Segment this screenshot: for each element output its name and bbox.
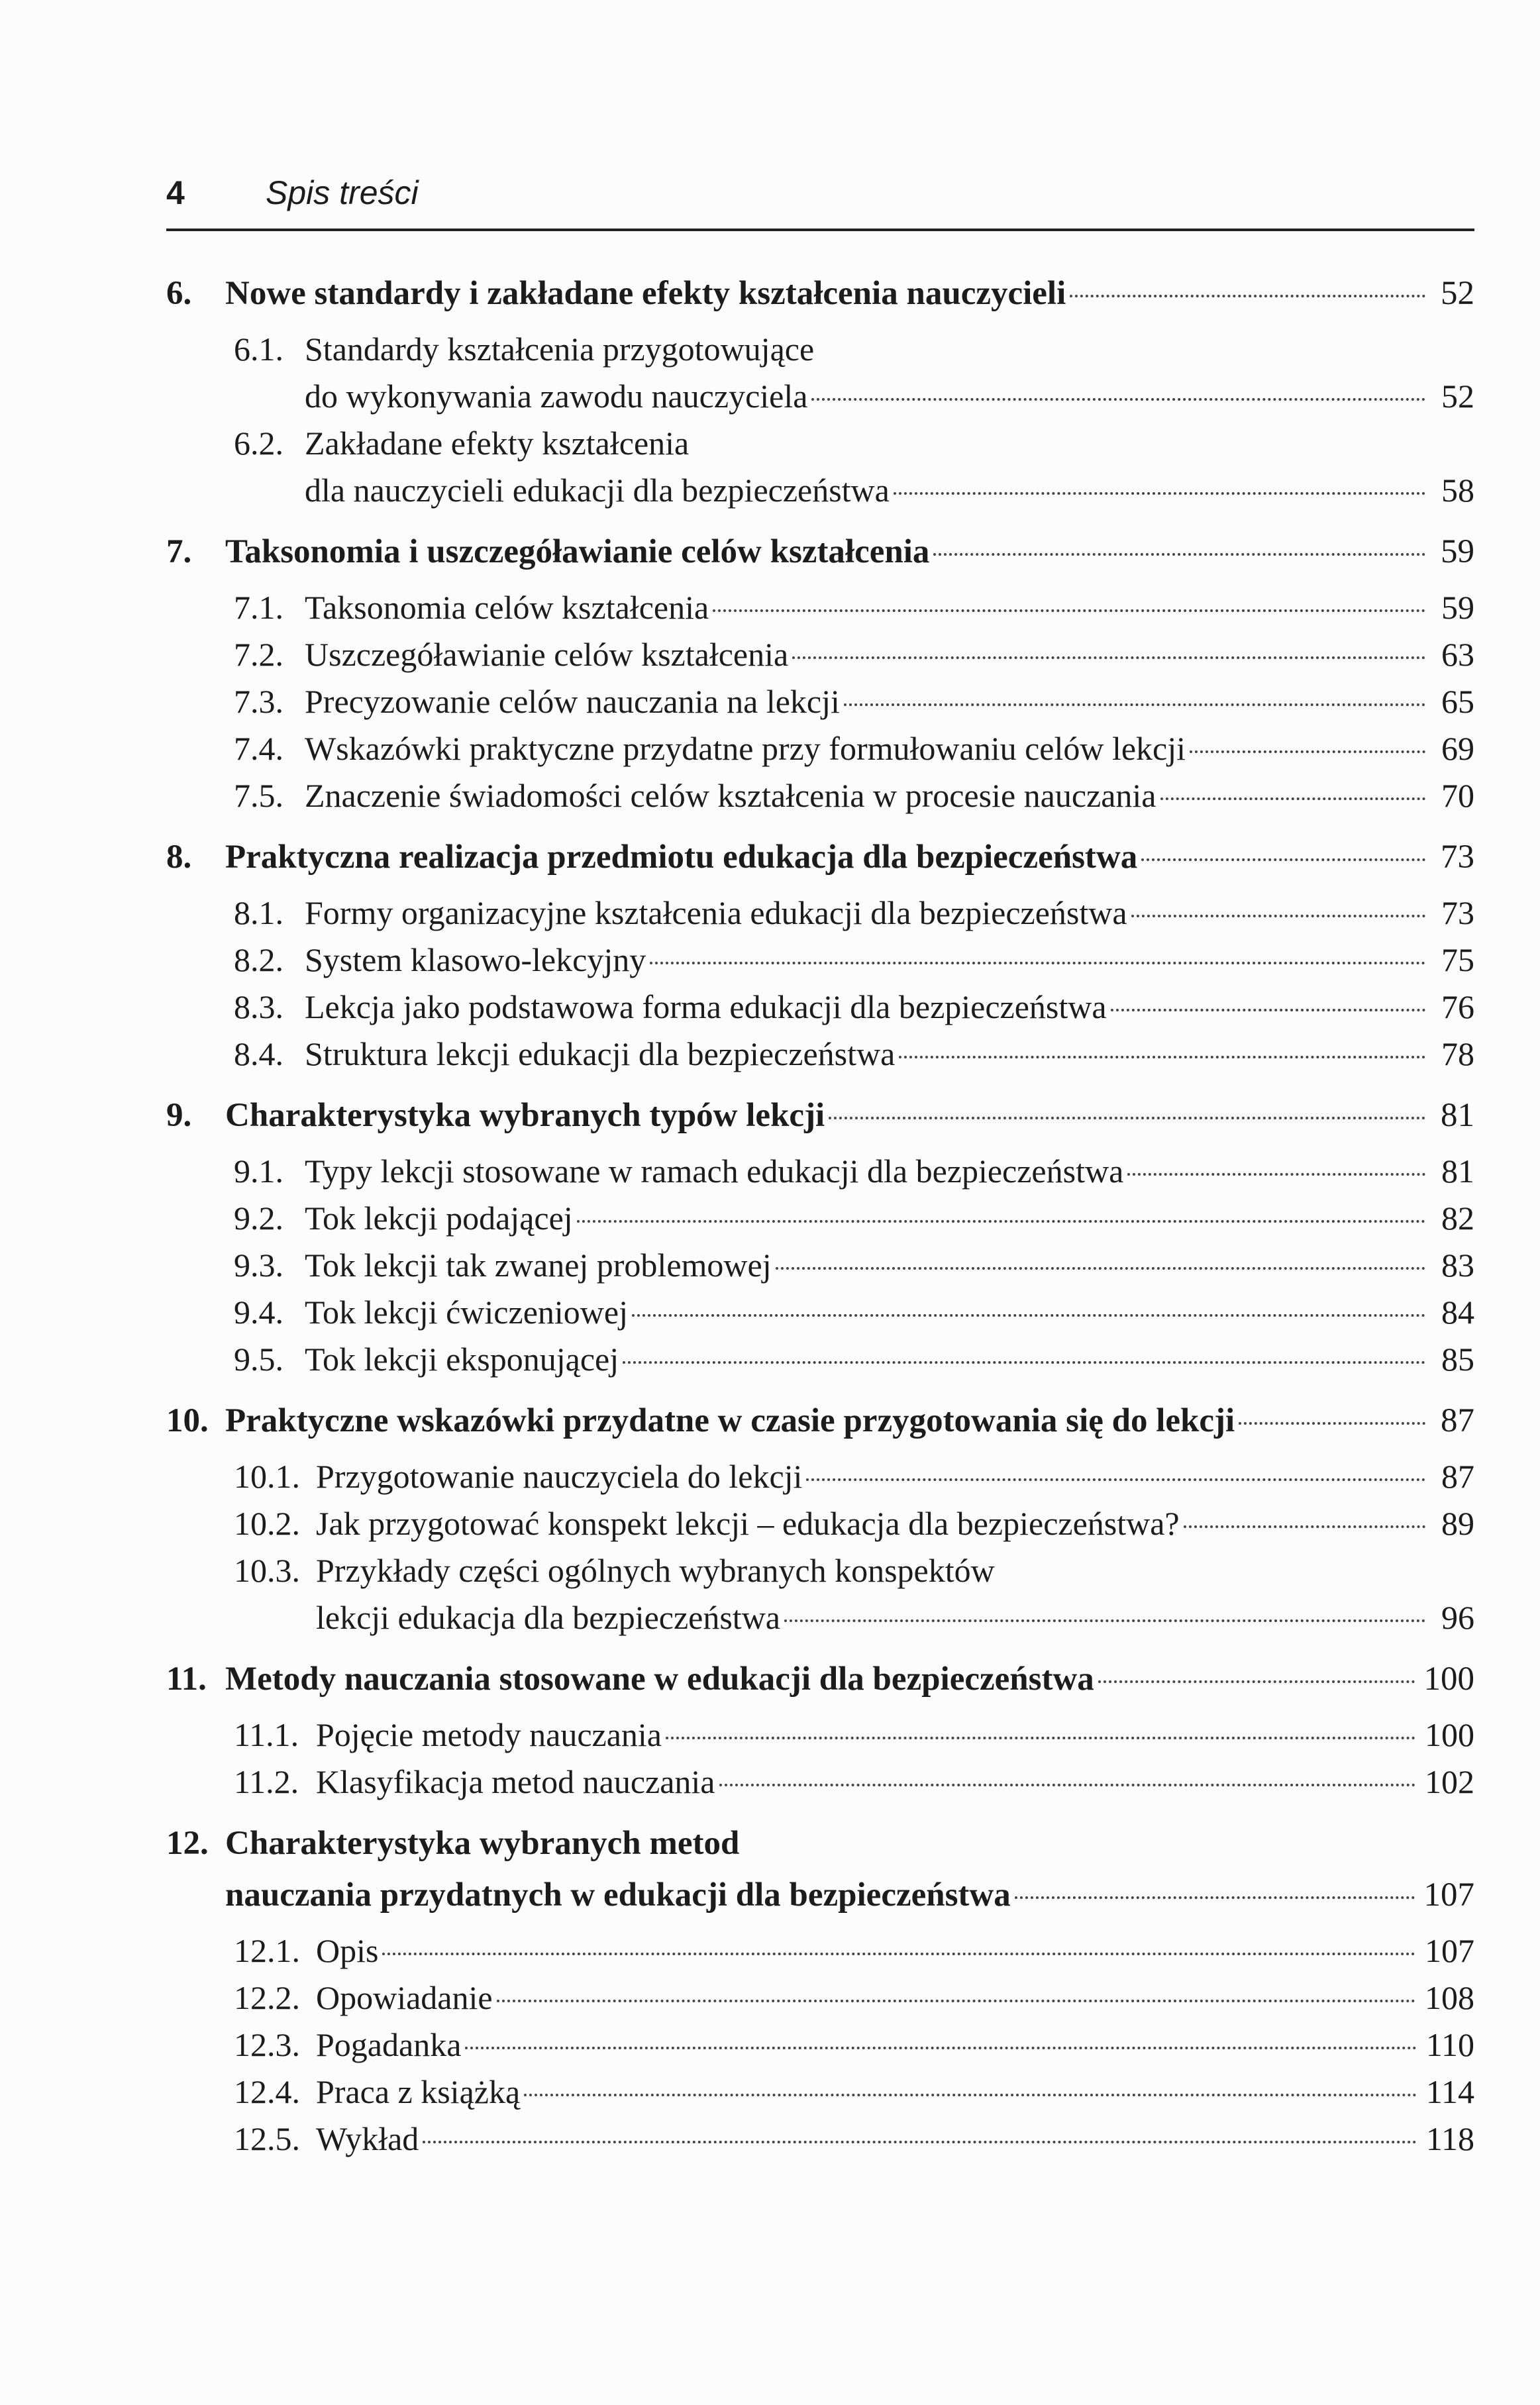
entry-number: 9.3. [234, 1247, 283, 1284]
subsection-entry [166, 1547, 1474, 1641]
entry-title: Pogadanka [316, 2026, 462, 2063]
dot-leader [1070, 295, 1425, 297]
table-of-contents [166, 270, 1474, 2177]
entry-page: 76 [1441, 988, 1474, 1025]
entry-line [166, 1974, 1474, 2021]
subsection-entry [166, 420, 1474, 514]
entry-line [166, 1594, 1474, 1641]
dot-leader [1190, 750, 1425, 753]
subsection-entry [166, 1712, 1474, 1759]
dot-leader [829, 1117, 1425, 1119]
subsection-entry [166, 937, 1474, 984]
entry-title: Formy organizacyjne kształcenia edukacji dla bezpieczeństwa [305, 894, 1127, 931]
dot-leader [650, 962, 1425, 964]
entry-line [166, 1336, 1474, 1383]
subsection-entry [166, 725, 1474, 772]
entry-page: 89 [1441, 1505, 1474, 1542]
dot-leader [465, 2047, 1416, 2049]
toc-section [166, 1092, 1474, 1383]
entry-page: 78 [1441, 1035, 1474, 1072]
entry-page: 100 [1425, 1716, 1474, 1753]
entry-line [166, 890, 1474, 937]
dot-leader [497, 2000, 1415, 2002]
entry-title: Typy lekcji stosowane w ramach edukacji dla bezpieczeństwa [305, 1152, 1124, 1190]
subsection-entry [166, 631, 1474, 678]
entry-page: 100 [1423, 1661, 1474, 1698]
entry-page: 73 [1441, 894, 1474, 931]
entry-number: 8.1. [234, 894, 283, 931]
entry-number: 10.3. [234, 1552, 300, 1589]
entry-number: 11.1. [234, 1716, 299, 1753]
entry-number: 9.5. [234, 1341, 283, 1378]
dot-leader [423, 2141, 1417, 2143]
entry-title: Lekcja jako podstawowa forma edukacji dla bezpieczeństwa [305, 988, 1107, 1025]
entry-page: 59 [1441, 533, 1474, 570]
entry-line [166, 1398, 1474, 1449]
entry-line [166, 2116, 1474, 2163]
entry-page: 75 [1441, 941, 1474, 978]
dot-leader [1098, 1680, 1415, 1683]
entry-number: 10. [166, 1402, 209, 1439]
entry-title: Standardy kształcenia przygotowujące [305, 331, 815, 368]
entry-title: Przygotowanie nauczyciela do lekcji [316, 1458, 803, 1495]
entry-line [166, 1148, 1474, 1195]
entry-title: Pojęcie metody nauczania [316, 1716, 662, 1753]
entry-line [166, 725, 1474, 772]
dot-leader [899, 1056, 1425, 1058]
subsection-entry [166, 984, 1474, 1031]
entry-title: Tok lekcji podającej [305, 1200, 573, 1237]
entry-title: Przykłady części ogólnych wybranych konspektów [316, 1552, 995, 1589]
entry-number: 9. [166, 1097, 192, 1134]
entry-title: Metody nauczania stosowane w edukacji dla bezpieczeństwa [225, 1661, 1094, 1698]
entry-number: 7.1. [234, 589, 283, 626]
dot-leader [1184, 1525, 1425, 1528]
entry-line [166, 1759, 1474, 1806]
entry-line [166, 1092, 1474, 1144]
entry-number: 7.3. [234, 683, 283, 720]
entry-number: 6.2. [234, 425, 283, 462]
entry-line [166, 1289, 1474, 1336]
dot-leader [1111, 1009, 1425, 1011]
entry-number: 12.1. [234, 1932, 300, 1969]
entry-number: 9.4. [234, 1294, 283, 1331]
toc-section [166, 270, 1474, 514]
entry-number: 10.2. [234, 1505, 300, 1542]
dot-leader [719, 1784, 1416, 1786]
entry-title: Znaczenie świadomości celów kształcenia w procesie nauczania [305, 777, 1156, 814]
entry-line [166, 1453, 1474, 1500]
entry-number: 12.5. [234, 2120, 300, 2157]
subsection-entry [166, 890, 1474, 937]
entry-line [166, 584, 1474, 631]
entry-page: 87 [1441, 1402, 1474, 1439]
entry-number: 7.4. [234, 730, 283, 767]
entry-title: Uszczegóławianie celów kształcenia [305, 636, 789, 673]
entry-title: Precyzowanie celów nauczania na lekcji [305, 683, 840, 720]
dot-leader [1015, 1896, 1415, 1899]
entry-line [166, 2069, 1474, 2116]
entry-line [166, 984, 1474, 1031]
entry-title: Tok lekcji eksponującej [305, 1341, 619, 1378]
header-rule [166, 229, 1474, 231]
entry-page: 69 [1441, 730, 1474, 767]
entry-line [166, 1547, 1474, 1594]
entry-number: 8.4. [234, 1035, 283, 1072]
dot-leader [1239, 1422, 1425, 1425]
entry-line [166, 373, 1474, 420]
toc-section [166, 1820, 1474, 2163]
toc-section [166, 1398, 1474, 1641]
entry-title: Tok lekcji ćwiczeniowej [305, 1294, 628, 1331]
entry-line [166, 2021, 1474, 2069]
entry-number: 7.5. [234, 777, 283, 814]
entry-page: 63 [1441, 636, 1474, 673]
entry-title: Praktyczna realizacja przedmiotu edukacja dla bezpieczeństwa [225, 839, 1138, 876]
dot-leader [382, 1953, 1415, 1955]
entry-page: 70 [1441, 777, 1474, 814]
entry-line [166, 1820, 1474, 1872]
entry-page: 52 [1441, 275, 1474, 312]
entry-number: 12.2. [234, 1979, 300, 2016]
entry-title: Taksonomia celów kształcenia [305, 589, 709, 626]
entry-number: 8. [166, 839, 192, 876]
dot-leader [713, 609, 1425, 612]
subsection-entry [166, 2116, 1474, 2163]
entry-title: Struktura lekcji edukacji dla bezpieczeństwa [305, 1035, 896, 1072]
entry-title: Opis [316, 1932, 379, 1969]
subsection-entry [166, 1974, 1474, 2021]
section-heading [166, 1656, 1474, 1708]
entry-title: do wykonywania zawodu nauczyciela [305, 378, 808, 415]
dot-leader [632, 1314, 1425, 1317]
subsection-entry [166, 326, 1474, 420]
entry-page: 58 [1441, 472, 1474, 509]
entry-title: dla nauczycieli edukacji dla bezpieczeństwa [305, 472, 890, 509]
section-heading [166, 834, 1474, 886]
dot-leader [577, 1220, 1425, 1223]
toc-section [166, 1656, 1474, 1806]
dot-leader [666, 1737, 1415, 1739]
section-heading [166, 1092, 1474, 1144]
subsection-entry [166, 1759, 1474, 1806]
entry-page: 87 [1441, 1458, 1474, 1495]
entry-page: 81 [1441, 1152, 1474, 1190]
entry-page: 108 [1425, 1979, 1474, 2016]
entry-number: 9.1. [234, 1152, 283, 1190]
entry-title: Zakładane efekty kształcenia [305, 425, 690, 462]
entry-line [166, 772, 1474, 819]
entry-number: 7. [166, 533, 192, 570]
subsection-entry [166, 1927, 1474, 1974]
entry-line [166, 270, 1474, 322]
entry-line [166, 1242, 1474, 1289]
entry-line [166, 1500, 1474, 1547]
subsection-entry [166, 584, 1474, 631]
section-heading [166, 1398, 1474, 1449]
subsection-entry [166, 772, 1474, 819]
entry-title: Nowe standardy i zakładane efekty kształcenia nauczycieli [225, 275, 1066, 312]
dot-leader [806, 1478, 1425, 1481]
entry-number: 12.3. [234, 2026, 300, 2063]
entry-title: Opowiadanie [316, 1979, 493, 2016]
dot-leader [933, 553, 1425, 556]
entry-number: 9.2. [234, 1200, 283, 1237]
subsection-entry [166, 2069, 1474, 2116]
section-heading [166, 1820, 1474, 1923]
entry-number: 11.2. [234, 1763, 299, 1800]
entry-page: 65 [1441, 683, 1474, 720]
entry-title: System klasowo-lekcyjny [305, 941, 646, 978]
dot-leader [1131, 915, 1425, 917]
entry-title: Praca z książką [316, 2073, 521, 2110]
dot-leader [844, 703, 1425, 706]
entry-number: 6. [166, 275, 192, 312]
subsection-entry [166, 1031, 1474, 1078]
running-title: Spis treści [266, 174, 419, 211]
toc-section [166, 529, 1474, 819]
dot-leader [792, 656, 1425, 659]
section-heading [166, 270, 1474, 322]
subsection-entry [166, 1453, 1474, 1500]
dot-leader [811, 398, 1425, 401]
entry-page: 84 [1441, 1294, 1474, 1331]
entry-line [166, 420, 1474, 467]
entry-page: 52 [1441, 378, 1474, 415]
entry-page: 96 [1441, 1599, 1474, 1636]
entry-title: Wskazówki praktyczne przydatne przy formułowaniu celów lekcji [305, 730, 1186, 767]
entry-page: 83 [1441, 1247, 1474, 1284]
entry-line [166, 834, 1474, 886]
subsection-entry [166, 1195, 1474, 1242]
entry-title: Charakterystyka wybranych typów lekcji [225, 1097, 825, 1134]
dot-leader [894, 492, 1425, 495]
entry-number: 10.1. [234, 1458, 300, 1495]
subsection-entry [166, 1289, 1474, 1336]
entry-title: Praktyczne wskazówki przydatne w czasie przygotowania się do lekcji [225, 1402, 1235, 1439]
entry-page: 118 [1425, 2120, 1474, 2157]
subsection-entry [166, 1242, 1474, 1289]
entry-number: 6.1. [234, 331, 283, 368]
entry-line [166, 678, 1474, 725]
entry-title: Taksonomia i uszczegóławianie celów kształcenia [225, 533, 930, 570]
subsection-entry [166, 1148, 1474, 1195]
entry-title: Tok lekcji tak zwanej problemowej [305, 1247, 772, 1284]
entry-page: 82 [1441, 1200, 1474, 1237]
entry-title: Charakterystyka wybranych metod [225, 1825, 740, 1862]
entry-page: 81 [1441, 1097, 1474, 1134]
toc-section [166, 834, 1474, 1078]
entry-number: 12.4. [234, 2073, 300, 2110]
entry-title: lekcji edukacja dla bezpieczeństwa [316, 1599, 781, 1636]
entry-number: 8.3. [234, 988, 283, 1025]
entry-line [166, 1872, 1474, 1923]
entry-line [166, 1712, 1474, 1759]
entry-line [166, 1656, 1474, 1708]
entry-line [166, 326, 1474, 373]
entry-number: 12. [166, 1825, 209, 1862]
entry-line [166, 631, 1474, 678]
dot-leader [1160, 797, 1426, 800]
dot-leader [524, 2094, 1417, 2096]
dot-leader [1127, 1173, 1425, 1176]
subsection-entry [166, 2021, 1474, 2069]
entry-number: 7.2. [234, 636, 283, 673]
subsection-entry [166, 1500, 1474, 1547]
subsection-entry [166, 1336, 1474, 1383]
entry-title: Klasyfikacja metod nauczania [316, 1763, 715, 1800]
entry-page: 107 [1425, 1932, 1474, 1969]
entry-line [166, 529, 1474, 580]
entry-page: 114 [1425, 2073, 1474, 2110]
entry-page: 102 [1425, 1763, 1474, 1800]
dot-leader [1141, 858, 1425, 861]
entry-page: 85 [1441, 1341, 1474, 1378]
entry-number: 11. [166, 1661, 207, 1698]
entry-page: 73 [1441, 839, 1474, 876]
entry-page: 59 [1441, 589, 1474, 626]
entry-line [166, 467, 1474, 514]
page-number: 4 [166, 174, 185, 211]
entry-title: Wykład [316, 2120, 419, 2157]
entry-line [166, 1927, 1474, 1974]
entry-number: 8.2. [234, 941, 283, 978]
entry-line [166, 1031, 1474, 1078]
section-heading [166, 529, 1474, 580]
entry-title: Jak przygotować konspekt lekcji – edukacja dla bezpieczeństwa? [316, 1505, 1180, 1542]
running-header [166, 174, 419, 212]
entry-line [166, 1195, 1474, 1242]
dot-leader [784, 1619, 1425, 1622]
dot-leader [623, 1361, 1425, 1364]
entry-page: 107 [1423, 1876, 1474, 1914]
entry-page: 110 [1425, 2026, 1474, 2063]
dot-leader [776, 1267, 1425, 1270]
subsection-entry [166, 678, 1474, 725]
entry-title: nauczania przydatnych w edukacji dla bezpieczeństwa [225, 1876, 1011, 1914]
entry-line [166, 937, 1474, 984]
